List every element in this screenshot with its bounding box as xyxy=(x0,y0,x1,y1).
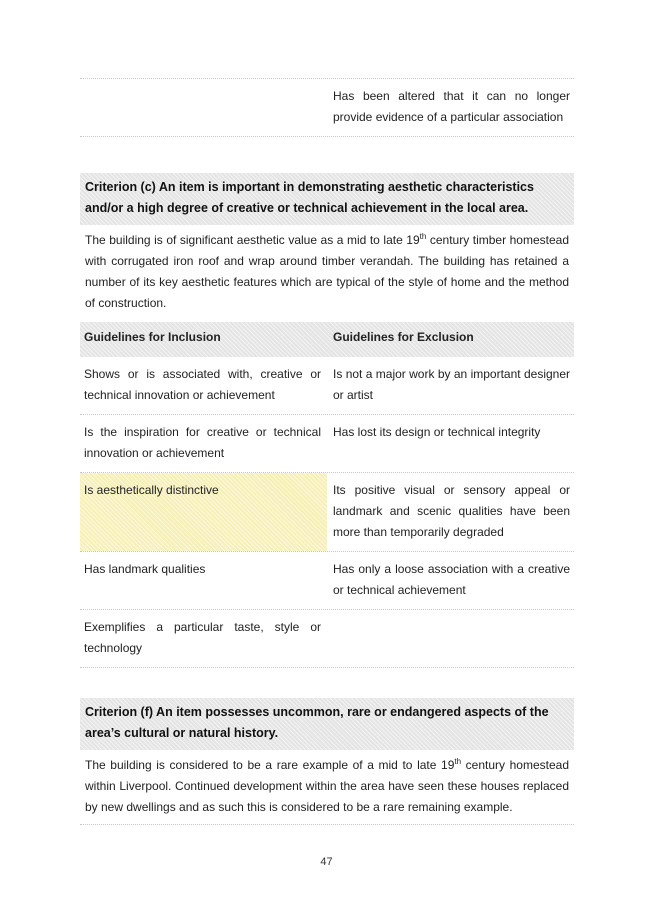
exclusion-column-header: Guidelines for Exclusion xyxy=(333,330,474,344)
criterion-c-heading: Criterion (c) An item is important in demonstrating aesthetic characteristics and/or a high degree of creative or technical achievement in the local area. xyxy=(80,173,574,225)
inclusion-cell: Shows or is associated with, creative or technical innovation or achievement xyxy=(84,367,321,402)
exclusion-cell: Has only a loose association with a creative or technical achievement xyxy=(333,562,570,597)
criterion-f-heading: Criterion (f) An item possesses uncommon, rare or endangered aspects of the area’s cultural or natural history. xyxy=(80,698,574,750)
table-row xyxy=(80,610,574,667)
row-separator xyxy=(80,824,574,825)
table-row xyxy=(80,552,574,609)
exclusion-cell: Has been altered that it can no longer provide evidence of a particular association xyxy=(333,89,570,124)
inclusion-column-header: Guidelines for Inclusion xyxy=(84,330,221,344)
criterion-c-text-b: century timber homestead with corrugated iron roof and wrap around timber verandah. The building has retained a number of its key aesthetic features which are typical of the style of home and the method of construction. xyxy=(85,233,569,310)
criterion-f-superscript: th xyxy=(454,757,462,766)
exclusion-cell: Has lost its design or technical integrity xyxy=(333,425,541,439)
inclusion-cell: Has landmark qualities xyxy=(84,562,206,576)
inclusion-cell xyxy=(80,79,327,136)
inclusion-cell-highlighted: Is aesthetically distinctive xyxy=(80,473,327,551)
guidelines-header-row xyxy=(80,322,574,357)
table-row xyxy=(80,79,574,136)
criterion-f-text-a: The building is considered to be a rare example of a mid to late 19 xyxy=(85,758,455,772)
page-number: 47 xyxy=(320,856,333,868)
document-page xyxy=(80,0,574,825)
criterion-f-paragraph xyxy=(80,750,574,824)
criterion-c-superscript: th xyxy=(419,232,427,241)
table-row xyxy=(80,415,574,472)
exclusion-cell: Is not a major work by an important designer or artist xyxy=(333,367,570,402)
inclusion-cell: Is the inspiration for creative or technical innovation or achievement xyxy=(84,425,321,460)
table-row xyxy=(80,357,574,414)
exclusion-cell xyxy=(327,610,574,667)
inclusion-cell: Exemplifies a particular taste, style or technology xyxy=(84,620,321,655)
criterion-f-text-b: century homestead within Liverpool. Continued development within the area have seen these houses replaced by new dwellings and as such this is considered to be a rare remaining example. xyxy=(85,758,569,814)
table-row-highlighted xyxy=(80,473,574,551)
criterion-c-paragraph xyxy=(80,225,574,320)
criterion-c-text-a: The building is of significant aesthetic value as a mid to late 19 xyxy=(85,233,420,247)
exclusion-cell: Its positive visual or sensory appeal or landmark and scenic qualities have been more than temporarily degraded xyxy=(333,483,570,539)
